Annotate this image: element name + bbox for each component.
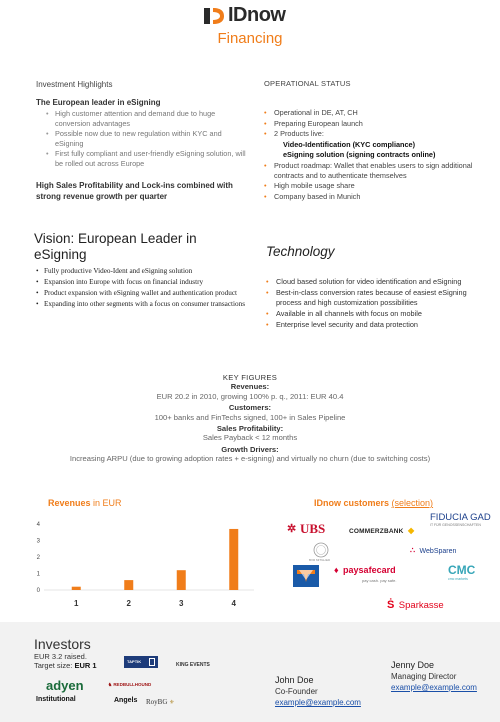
list-item: • 2 Products live: [264,129,489,139]
key-figures-heading: KEY FIGURES [222,373,278,382]
websparen-logo-text: WebSparen [419,548,457,555]
investor-logo-box [124,656,158,668]
investor-type-institutional: Institutional [36,696,76,703]
vision-heading: Vision: European Leader in eSigning [34,231,197,262]
list-item: • Available in all channels with focus on mobile [266,309,486,319]
list-item: • Best-in-class conversion rates because of easiest eSigning process and high customization possibilities [266,288,486,308]
key-figure-label: Sales Profitability: [216,424,284,434]
list-item: • Expanding into other segments with a focus on consumer transactions [36,299,246,310]
contact-card [275,675,361,707]
volksbank-logo [293,565,319,587]
seal-text: BVR MITGLIED [309,558,331,562]
idnow-logo [200,4,320,28]
roybg-logo-text: RoyBG [146,698,168,706]
list-item: • Fully productive Video-Ident and eSigning solution [36,266,246,277]
sparkasse-logo-text: Sparkasse [398,600,444,611]
list-item: • Cloud based solution for video identification and eSigning [266,277,486,287]
x-tick-label: 4 [231,599,236,608]
page-title: Financing [217,30,283,47]
keys-icon: ✲ [287,523,297,535]
list-item: • Product roadmap: Wallet that enables users to sign additional contracts and to authenticate themselves [264,161,489,181]
x-tick-label: 1 [74,599,79,608]
list-item: • High mobile usage share [264,181,489,191]
cmc-logo-text: CMC [448,563,476,577]
key-figure-value: Sales Payback < 12 months [202,433,298,443]
list-item: • First fully compliant and user-friendly eSigning solution, will be rolled out across Europe [46,149,246,169]
y-tick-label: 0 [36,588,40,594]
investor-type-angels: Angels [114,697,138,704]
sparkasse-s-icon: Ṡ [387,599,395,611]
investors-target [34,661,97,670]
investors-heading: Investors [34,636,91,652]
commerzbank-logo [349,520,414,538]
king-events-logo-text: KING EVENTS [176,662,210,668]
revenues-chart-title [48,498,122,508]
crest-icon: ⚜ [169,700,175,706]
revenue-bar [72,587,81,590]
fiducia-logo-subtext: IT FÜR GENOSSENSCHAFTEN [430,523,481,527]
list-item: • Possible now due to new regulation within KYC and eSigning [46,129,246,149]
revenues-bar-chart [24,512,264,616]
investor-logo-box-text: TAPTIK [127,659,142,664]
adyen-logo: adyen [46,678,84,693]
logo-text: IDnow [228,4,286,26]
seal-icon [313,542,329,558]
key-figure-value: 100+ banks and FinTechs signed, 100+ in Sales Pipeline [154,412,346,422]
revenue-bar [177,570,186,590]
list-item: • Product expansion with eSigning wallet and authentication product [36,288,246,299]
investment-highlights-lead: The European leader in eSigning [36,98,161,107]
technology-list [266,277,486,331]
idnow-logo-icon [200,4,226,28]
square-icon [149,658,155,666]
bull-icon: ♞ [108,682,113,687]
customers-title [314,498,433,508]
investment-highlights-summary: High Sales Profitability and Lock-ins combined with strong revenue growth per quarter [36,181,233,201]
contact-card [391,660,477,692]
customers-title-bold: IDnow customers [314,498,390,508]
product-item: eSigning solution (signing contracts online) [283,150,436,159]
fiducia-logo [430,512,491,527]
target-value: EUR 1 [74,661,97,670]
x-tick-label: 2 [126,599,131,608]
customers-selection-link[interactable]: (selection) [391,498,434,508]
key-figure-label: Growth Drivers: [221,444,279,454]
product-item: Video-Identification (KYC compliance) [283,139,416,149]
list-item: • Operational in DE, AT, CH [264,108,489,118]
paysafe-pin-icon: ♦ [334,565,339,575]
websparen-logo [410,540,456,558]
list-item: • Expansion into Europe with focus on financial industry [36,277,246,288]
revenue-bar [124,580,133,590]
commerzbank-logo-text: COMMERZBANK [349,528,404,535]
paysafecard-tagline: pay cash. pay safe. [362,578,397,583]
list-item: • Preparing European launch [264,119,489,129]
paysafecard-logo [334,560,396,583]
contact-role: Managing Director [391,672,457,681]
vision-list [36,266,246,310]
key-figures [0,373,500,466]
list-item: • Enterprise level security and data protection [266,320,486,330]
operational-status-heading: OPERATIONAL STATUS [264,79,351,88]
contact-role: Co-Founder [275,687,318,696]
key-figure-value: EUR 20.2 in 2010, growing 100% p. q., 2011: EUR 40.4 [156,391,344,401]
membership-seal-logo [309,542,331,562]
list-item: • Company based in Munich [264,192,489,202]
contact-name: John Doe [275,675,314,685]
investment-highlights-list [46,109,246,169]
paysafecard-logo-text: paysafecard [343,565,396,575]
cmc-markets-logo [448,563,475,581]
y-tick-label: 3 [36,538,40,545]
y-tick-label: 4 [36,522,40,528]
contact-name: Jenny Doe [391,660,435,670]
key-figure-label: Revenues: [230,382,270,392]
revenue-bar [229,529,238,590]
ubs-logo-text: UBS [300,521,326,536]
investment-highlights-heading: Investment Highlights [36,80,113,89]
y-tick-label: 2 [36,555,40,561]
fiducia-logo-text: FIDUCIA GAD [430,512,491,523]
contact-email-link[interactable]: example@example.com [391,683,477,692]
cmc-logo-subtext: cmc markets [448,577,468,581]
dots-icon: ∴ [410,546,416,555]
investors-raised: EUR 3.2 raised. [34,652,87,661]
king-events-logo [176,662,210,668]
revenues-title-bold: Revenues [48,498,91,508]
ribbon-icon: ◆ [408,526,415,535]
contact-email-link[interactable]: example@example.com [275,698,361,707]
redbull-logo [108,682,151,688]
y-tick-label: 1 [36,571,40,578]
roybg-logo [146,698,175,706]
target-label: Target size: [34,661,73,670]
list-item: • High customer attention and demand due to huge conversion advantages [46,109,246,129]
operational-status-list [264,108,489,202]
key-figure-value: Increasing ARPU (due to growing adoption rates + e-signing) and virtually no churn (due to switching costs) [69,454,431,464]
technology-heading: Technology [266,244,335,259]
redbull-logo-text: REDBULLHOUND [113,682,152,687]
key-figure-label: Customers: [228,403,272,413]
x-tick-label: 3 [179,599,184,608]
volksbank-icon [293,565,319,587]
revenues-title-unit: in EUR [93,498,122,508]
sparkasse-logo [387,595,444,613]
